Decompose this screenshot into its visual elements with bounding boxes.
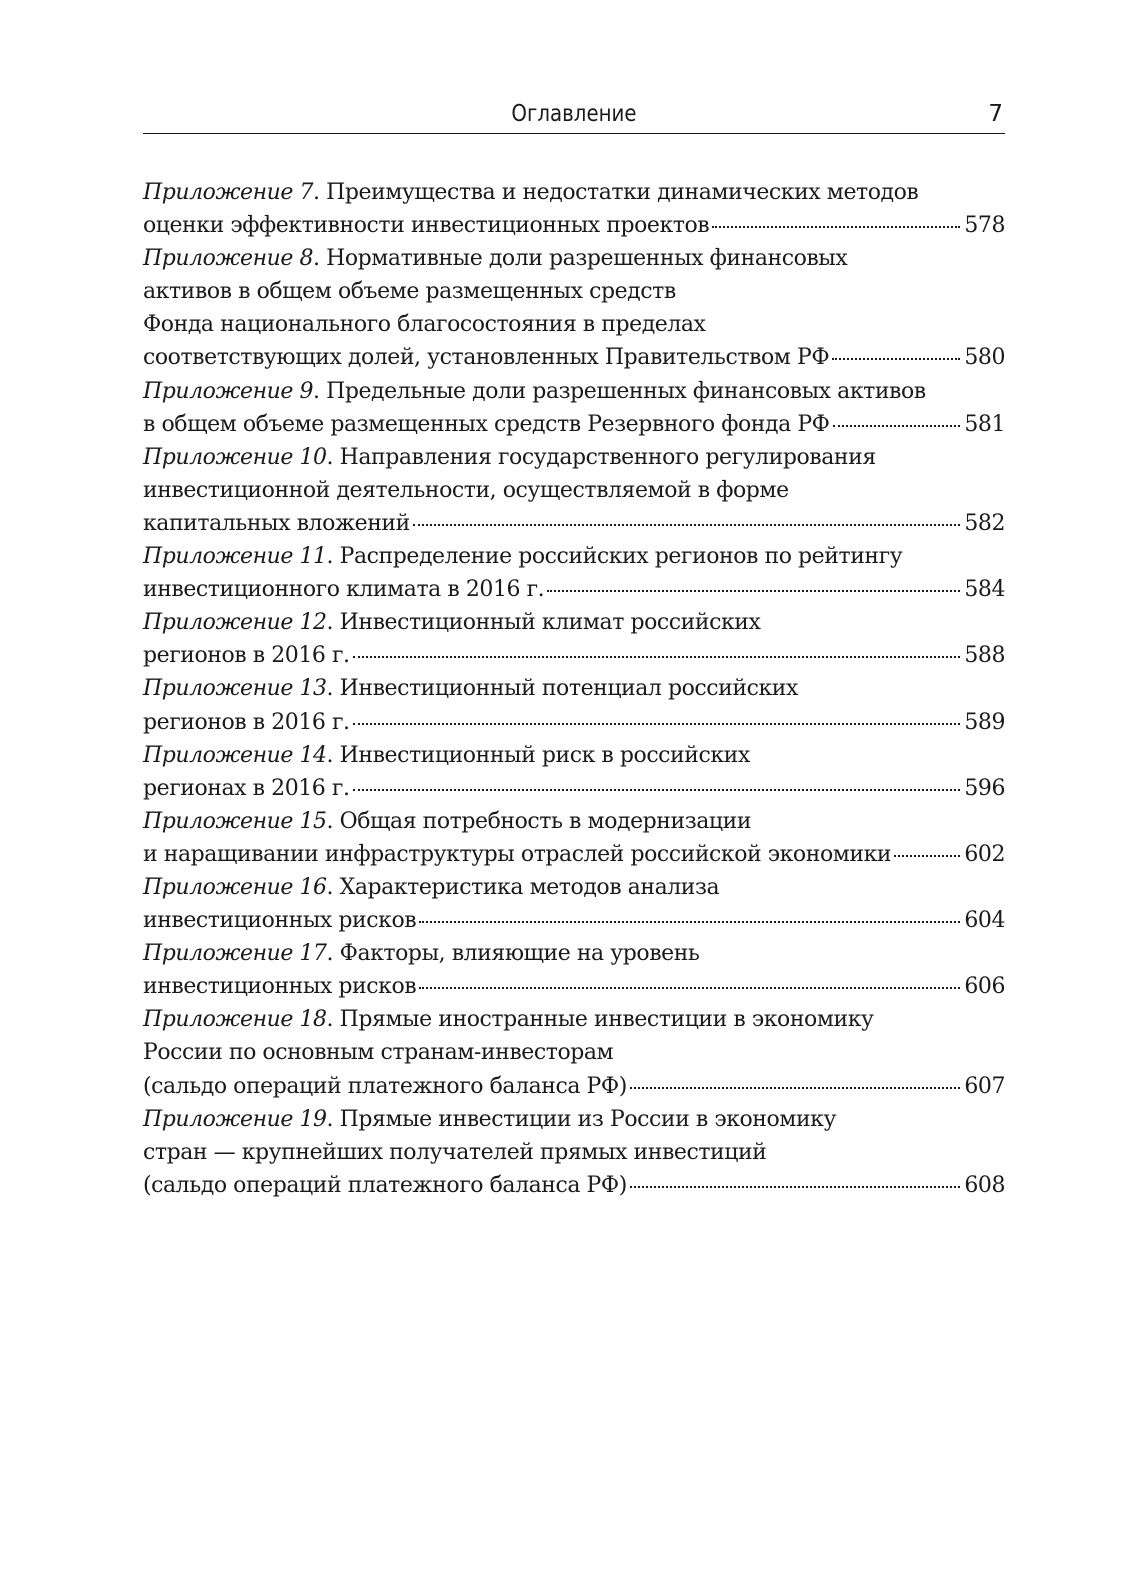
dot-leader (419, 921, 960, 923)
toc-line (143, 1169, 1005, 1202)
entry-page-number: 584 (964, 577, 1005, 603)
toc-line (143, 805, 1005, 838)
toc-entry[interactable] (143, 441, 1005, 540)
entry-title-text: Распределение российских регионов по рейтингу (339, 544, 903, 570)
appendix-label: Приложение 8 (143, 246, 313, 272)
toc-line-text (143, 1140, 766, 1165)
dot-leader (353, 723, 961, 725)
toc-entry[interactable] (143, 1103, 1005, 1202)
toc-line (143, 904, 1005, 937)
toc-line-text (143, 639, 350, 672)
dot-leader (630, 1087, 960, 1089)
running-head (143, 96, 1005, 132)
appendix-label: Приложение 14 (143, 742, 327, 768)
toc-line-text: Приложение 8. Нормативные доли разрешенных финансовых (143, 246, 848, 272)
toc-entry[interactable] (143, 540, 1005, 606)
toc-line-text: Приложение 7. Преимущества и недостатки динамических методов (143, 180, 919, 205)
entry-title-text: Нормативные доли разрешенных финансовых (326, 246, 848, 272)
toc-line-text (143, 1040, 613, 1065)
toc-entry[interactable] (143, 937, 1005, 1003)
dot-leader (353, 656, 961, 658)
dot-leader (833, 425, 961, 427)
appendix-label: Приложение 9 (143, 378, 313, 404)
appendix-label: Приложение 13 (143, 676, 327, 702)
toc-line-text (143, 1070, 627, 1103)
toc-entry[interactable] (143, 176, 1005, 242)
dot-leader (630, 1186, 960, 1188)
entry-page-number: 607 (964, 1073, 1005, 1099)
dot-leader (413, 524, 960, 526)
entry-title-text: капитальных вложений (143, 510, 410, 536)
entry-title-text: Предельные доли разрешенных финансовых активов (326, 378, 926, 404)
appendix-label: Приложение 16 (143, 874, 327, 900)
dot-leader (894, 855, 960, 857)
toc-line-text (143, 478, 789, 503)
entry-title-text: (сальдо операций платежного баланса РФ) (143, 1073, 627, 1099)
toc-line-text (143, 772, 350, 805)
entry-title-text: соответствующих долей, установленных Правительством РФ (143, 345, 830, 371)
entry-page-number: 578 (964, 213, 1005, 239)
entry-page-number: 602 (964, 841, 1005, 867)
toc-line (143, 937, 1005, 970)
toc-line (143, 441, 1005, 474)
dot-leader (419, 987, 960, 989)
toc-line (143, 772, 1005, 805)
toc-line (143, 1070, 1005, 1103)
dot-leader (712, 226, 960, 228)
toc-line-text (143, 408, 830, 441)
entry-title-text: Направления государственного регулирования (339, 444, 876, 470)
appendix-label: Приложение 11 (143, 544, 327, 570)
toc-line-text (143, 573, 544, 606)
entry-page-number: 581 (964, 411, 1005, 437)
toc-line (143, 540, 1005, 573)
entry-title-text: инвестиционных рисков (143, 908, 417, 934)
appendix-label: Приложение 17 (143, 941, 327, 967)
toc-line (143, 1036, 1005, 1069)
toc-line-text (143, 1169, 627, 1202)
toc-line (143, 672, 1005, 705)
entry-title-text: Факторы, влияющие на уровень (339, 941, 700, 967)
toc-line-text: Приложение 9. Предельные доли разрешенных финансовых активов (143, 378, 926, 404)
appendix-label: Приложение 19 (143, 1106, 327, 1132)
entry-title-text: Инвестиционный потенциал российских (339, 676, 798, 702)
entry-title-text: Фонда национального благосостояния в пределах (143, 312, 706, 338)
toc-line-text: Приложение 15. Общая потребность в модернизации (143, 808, 752, 834)
entry-title-text: инвестиционного климата в 2016 г. (143, 577, 545, 603)
toc-line (143, 639, 1005, 672)
table-of-contents (143, 176, 1005, 1202)
entry-title-text: регионах в 2016 г. (143, 775, 350, 801)
entry-title-text: Инвестиционный риск в российских (339, 742, 750, 768)
toc-line-text: Приложение 12. Инвестиционный климат российских (143, 610, 761, 636)
toc-entry[interactable] (143, 1003, 1005, 1102)
toc-entry[interactable] (143, 871, 1005, 937)
toc-line-text: Приложение 17. Факторы, влияющие на уровень (143, 941, 700, 967)
toc-entry[interactable] (143, 805, 1005, 871)
toc-line-text (143, 507, 410, 540)
toc-line-text (143, 312, 706, 337)
entry-title-text: регионов в 2016 г. (143, 643, 350, 669)
entry-title-text: Преимущества и недостатки динамических методов (326, 180, 919, 205)
toc-line-text (143, 904, 416, 937)
toc-line-text: Приложение 13. Инвестиционный потенциал российских (143, 676, 798, 702)
toc-line (143, 474, 1005, 507)
entry-page-number: 588 (964, 643, 1005, 669)
appendix-label: Приложение 7 (143, 180, 313, 205)
entry-title-text: Общая потребность в модернизации (339, 808, 752, 834)
toc-line-text (143, 279, 676, 304)
entry-page-number: 604 (964, 908, 1005, 934)
entry-title-text: России по основным странам-инвесторам (143, 1040, 614, 1066)
toc-line (143, 1136, 1005, 1169)
entry-title-text: Инвестиционный климат российских (339, 610, 761, 636)
entry-title-text: стран — крупнейших получателей прямых инвестиций (143, 1139, 767, 1165)
toc-entry[interactable] (143, 672, 1005, 738)
toc-line (143, 606, 1005, 639)
dot-leader (353, 789, 961, 791)
entry-title-text: оценки эффективности инвестиционных проектов (143, 213, 710, 239)
entry-title-text: в общем объеме размещенных средств Резервного фонда РФ (143, 411, 830, 437)
entry-page-number: 580 (964, 345, 1005, 371)
toc-line (143, 573, 1005, 606)
toc-line (143, 871, 1005, 904)
entry-title-text: Прямые иностранные инвестиции в экономику (339, 1007, 874, 1033)
toc-entry[interactable] (143, 242, 1005, 374)
toc-line-text (143, 838, 891, 871)
appendix-label: Приложение 18 (143, 1007, 327, 1033)
toc-line (143, 970, 1005, 1003)
toc-line (143, 1103, 1005, 1136)
entry-title-text: инвестиционных рисков (143, 974, 417, 1000)
entry-title-text: активов в общем объеме размещенных средств (143, 279, 676, 305)
toc-line (143, 375, 1005, 408)
toc-line-text: Приложение 11. Распределение российских регионов по рейтингу (143, 544, 903, 570)
toc-line (143, 275, 1005, 308)
toc-line (143, 507, 1005, 540)
appendix-label: Приложение 15 (143, 808, 327, 834)
appendix-label: Приложение 12 (143, 610, 327, 636)
toc-line (143, 242, 1005, 275)
toc-line-text (143, 706, 350, 739)
toc-line (143, 706, 1005, 739)
entry-title-text: и наращивании инфраструктуры отраслей российской экономики (143, 841, 892, 867)
toc-entry[interactable] (143, 739, 1005, 805)
toc-line-text (143, 209, 709, 242)
dot-leader (547, 590, 960, 592)
toc-line (143, 308, 1005, 341)
toc-line-text (143, 341, 829, 374)
toc-entry[interactable] (143, 375, 1005, 441)
toc-line-text (143, 970, 416, 1003)
toc-line-text: Приложение 19. Прямые инвестиции из России в экономику (143, 1106, 836, 1132)
entry-title-text: Прямые инвестиции из России в экономику (339, 1106, 836, 1132)
toc-line-text: Приложение 18. Прямые иностранные инвестиции в экономику (143, 1007, 874, 1033)
toc-line-text: Приложение 10. Направления государственного регулирования (143, 444, 876, 470)
toc-line (143, 341, 1005, 374)
entry-title-text: инвестиционной деятельности, осуществляемой в форме (143, 477, 789, 503)
toc-line (143, 1003, 1005, 1036)
toc-line (143, 739, 1005, 772)
entry-title-text: Характеристика методов анализа (339, 874, 720, 900)
toc-line (143, 176, 1005, 209)
entry-page-number: 596 (964, 775, 1005, 801)
page-number: 7 (988, 101, 1003, 127)
toc-line (143, 838, 1005, 871)
running-title: Оглавление (511, 101, 637, 127)
toc-line-text: Приложение 16. Характеристика методов анализа (143, 874, 720, 900)
appendix-label: Приложение 10 (143, 444, 327, 470)
entry-page-number: 606 (964, 974, 1005, 1000)
toc-entry[interactable] (143, 606, 1005, 672)
toc-line (143, 408, 1005, 441)
toc-line (143, 209, 1005, 242)
entry-page-number: 582 (964, 510, 1005, 536)
entry-title-text: регионов в 2016 г. (143, 709, 350, 735)
entry-page-number: 589 (964, 709, 1005, 735)
entry-page-number: 608 (964, 1172, 1005, 1198)
entry-title-text: (сальдо операций платежного баланса РФ) (143, 1172, 627, 1198)
header-rule (143, 133, 1005, 134)
toc-line-text: Приложение 14. Инвестиционный риск в российских (143, 742, 750, 768)
dot-leader (832, 358, 960, 360)
